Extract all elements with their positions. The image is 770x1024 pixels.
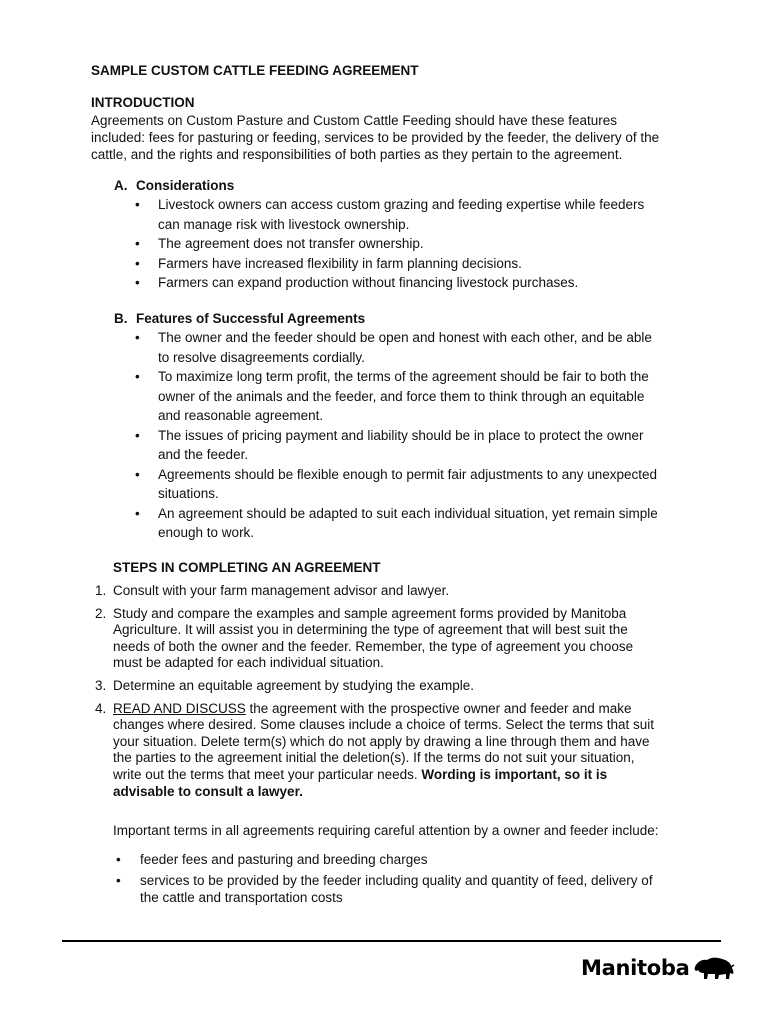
bullet-line: • To maximize long term profit, the terms of the agreement should be fair to both the — [158, 369, 649, 384]
steps-heading: STEPS IN COMPLETING AN AGREEMENT — [113, 560, 381, 575]
bullet-line: • The agreement does not transfer ownership. — [158, 236, 424, 251]
bullet-line: • Farmers have increased flexibility in farm planning decisions. — [158, 255, 522, 271]
section-b-heading — [114, 311, 365, 326]
list-item — [135, 254, 675, 274]
read-and-discuss-emphasis: READ AND DISCUSS — [113, 700, 246, 716]
step-number: 3. — [95, 677, 107, 693]
bullet-line: • Agreements should be flexible enough to permit fair adjustments to any unexpected — [158, 466, 658, 482]
introduction-heading: INTRODUCTION — [91, 95, 195, 110]
bullet-line: • services to be provided by the feeder including quality and quantity of feed, delivery of — [140, 873, 653, 888]
steps-list — [91, 583, 666, 806]
important-terms-intro: Important terms in all agreements requiring careful attention by a owner and feeder include: — [113, 823, 659, 838]
step-line: needs of both the owner and the feeder. Remember, the type of agreement you choose — [113, 638, 634, 654]
introduction-paragraph — [91, 112, 691, 163]
section-b-list — [135, 328, 675, 543]
step-item — [91, 678, 666, 695]
step-text: the agreement with the prospective owner and feeder and make — [245, 700, 632, 716]
consult-lawyer-warning: advisable to consult a lawyer. — [113, 783, 303, 799]
section-a-list — [135, 195, 675, 293]
step-line — [113, 767, 666, 784]
step-item — [91, 606, 666, 672]
bullet-line: enough to work. — [158, 525, 255, 540]
section-b-letter: B. — [114, 311, 128, 326]
bullet-line: • feeder fees and pasturing and breeding charges — [140, 852, 428, 867]
step-line: changes where desired. Some clauses include a choice of terms. Select the terms that suit — [113, 717, 655, 733]
step-number: 2. — [95, 605, 107, 621]
manitoba-logo — [581, 948, 735, 988]
step-line: Consult with your farm management advisor and lawyer. — [113, 583, 450, 598]
important-terms-list — [116, 851, 676, 910]
section-b-title: Features of Successful Agreements — [136, 311, 366, 326]
section-a-heading — [114, 178, 234, 193]
step-text: write out the terms that meet your particular needs. — [113, 766, 422, 782]
list-item — [135, 234, 675, 254]
step-number: 4. — [95, 700, 107, 716]
bullet-line: • An agreement should be adapted to suit each individual situation, yet remain simple — [158, 505, 658, 521]
list-item — [135, 273, 675, 293]
step-line: must be adapted for each individual situation. — [113, 655, 384, 671]
wording-warning: Wording is important, so it is — [421, 766, 608, 782]
list-item — [116, 851, 676, 868]
intro-line: included: fees for pasturing or feeding, services to be provided by the feeder, the delivery of the — [91, 130, 660, 145]
section-a-letter: A. — [114, 178, 128, 193]
step-line: Study and compare the examples and sample agreement forms provided by Manitoba — [113, 605, 627, 621]
bullet-line: the cattle and transportation costs — [140, 890, 343, 905]
document-title: SAMPLE CUSTOM CATTLE FEEDING AGREEMENT — [91, 63, 419, 78]
list-item — [135, 367, 675, 426]
manitoba-wordmark: Manitoba — [581, 956, 690, 980]
step-item — [91, 583, 666, 600]
list-item — [135, 195, 675, 234]
bullet-line: and the feeder. — [158, 447, 249, 462]
step-line: your situation. Delete term(s) which do not apply by drawing a line through them and have — [113, 733, 650, 749]
bullet-line: • The owner and the feeder should be open and honest with each other, and be able — [158, 330, 652, 345]
bullet-line: situations. — [158, 486, 219, 501]
bullet-line: can manage risk with livestock ownership. — [158, 216, 410, 232]
step-number: 1. — [95, 583, 107, 598]
bullet-line: • The issues of pricing payment and liability should be in place to protect the owner — [158, 427, 644, 443]
bullet-line: owner of the animals and the feeder, and force them to think through an equitable — [158, 388, 645, 404]
bullet-line: and reasonable agreement. — [158, 408, 324, 423]
bison-icon — [693, 955, 735, 981]
intro-line: Agreements on Custom Pasture and Custom Cattle Feeding should have these features — [91, 113, 618, 128]
section-a-title: Considerations — [136, 178, 235, 193]
step-line — [113, 701, 666, 718]
list-item — [135, 328, 675, 367]
footer-divider — [62, 940, 721, 942]
list-item — [135, 426, 675, 465]
intro-line: cattle, and the rights and responsibilities of both parties as they pertain to the agreement. — [91, 147, 623, 162]
bullet-line: • Livestock owners can access custom grazing and feeding expertise while feeders — [158, 197, 645, 212]
step-item — [91, 701, 666, 801]
step-line: Determine an equitable agreement by studying the example. — [113, 677, 474, 693]
step-line: the parties to the agreement initial the deletion(s). If the terms do not suit your situation, — [113, 750, 635, 766]
bullet-line: to resolve disagreements cordially. — [158, 349, 365, 365]
step-line: Agriculture. It will assist you in determining the type of agreement that will best suit the — [113, 622, 628, 638]
list-item — [135, 465, 675, 504]
bullet-line: • Farmers can expand production without financing livestock purchases. — [158, 275, 579, 290]
list-item — [116, 872, 676, 906]
list-item — [135, 504, 675, 543]
